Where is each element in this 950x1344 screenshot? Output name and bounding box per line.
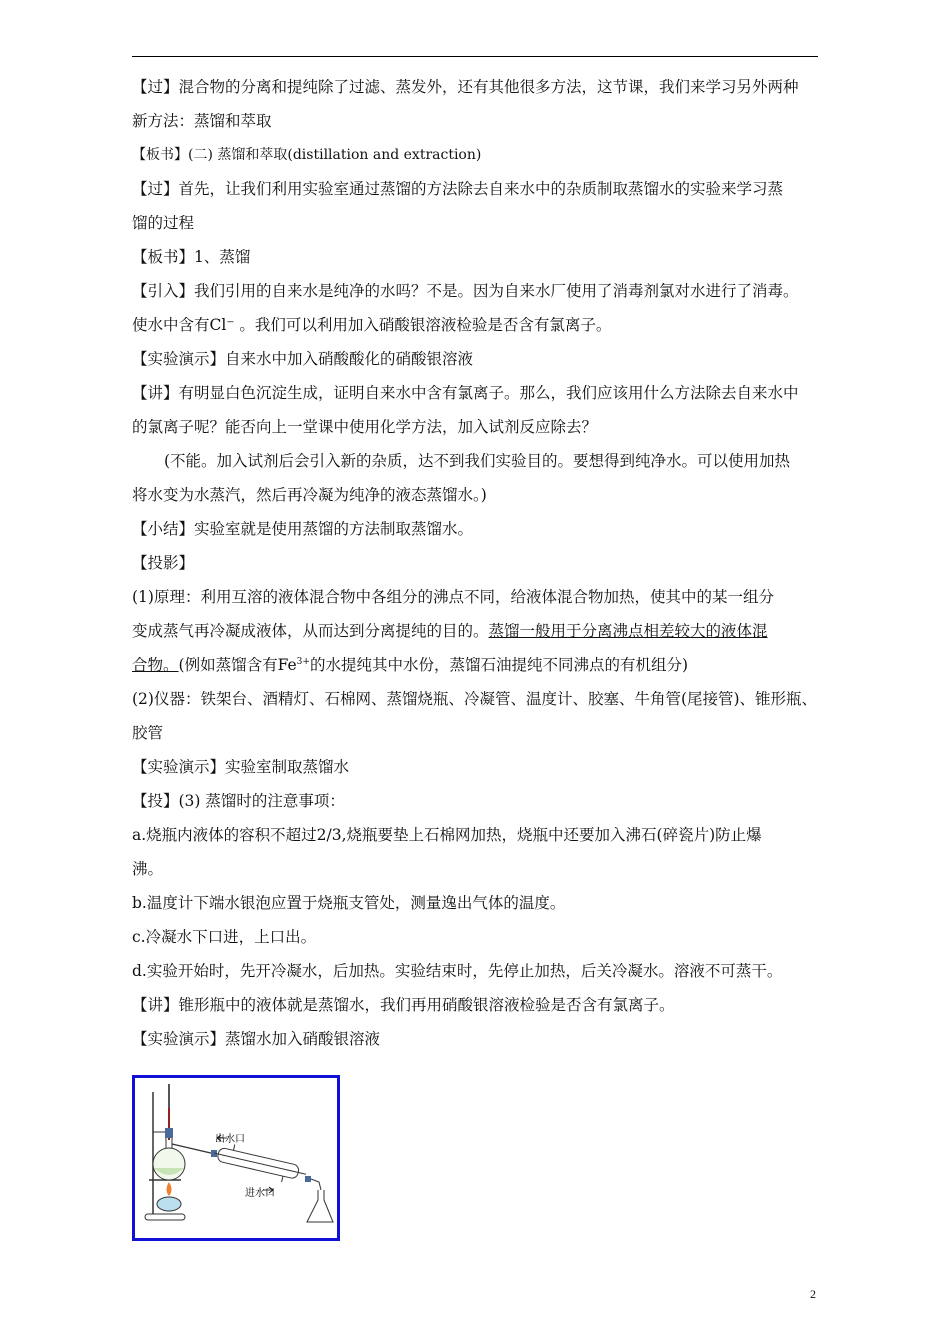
paragraph-line: a.烧瓶内液体的容积不超过2/3,烧瓶要垫上石棉网加热，烧瓶中还要加入沸石(碎瓷片)防止爆: [132, 826, 762, 844]
paragraph-text: 的水提纯其中水份，蒸馏石油提纯不同沸点的有机组分): [309, 656, 688, 674]
adapter: [311, 1179, 321, 1190]
paragraph-line: 【讲】有明显白色沉淀生成，证明自来水中含有氯离子。那么，我们应该用什么方法除去自来水中: [132, 384, 799, 402]
paragraph-line: 【板书】1、蒸馏: [132, 248, 251, 266]
paragraph-line: 胶管: [132, 724, 164, 742]
paragraph-line: d.实验开始时，先开冷凝水，后加热。实验结束时，先停止加热，后关冷凝水。溶液不可蒸干。: [132, 962, 783, 980]
adapter-connector: [305, 1176, 311, 1182]
paragraph-line: 【过】混合物的分离和提纯除了过滤、蒸发外，还有其他很多方法，这节课，我们来学习另外两种: [132, 78, 799, 96]
underlined-text: 合物。: [132, 656, 179, 674]
paragraph-line: (不能。加入试剂后会引入新的杂质，达不到我们实验目的。要想得到纯净水。可以使用加热: [164, 452, 791, 470]
paragraph-line: 【投影】: [132, 554, 195, 572]
water-outlet: [233, 1145, 234, 1151]
paragraph-line: 【实验演示】蒸馏水加入硝酸银溶液: [132, 1030, 381, 1048]
alcohol-lamp: [157, 1197, 181, 1211]
paragraph-text: 变成蒸气再冷凝成液体，从而达到分离提纯的目的。: [132, 622, 489, 640]
outlet-label: 出水口: [215, 1134, 245, 1145]
paragraph-line: 将水变为水蒸汽，然后再冷凝为纯净的液态蒸馏水。): [132, 486, 487, 504]
paragraph-line: (1)原理：利用互溶的液体混合物中各组分的沸点不同，给液体混合物加热，使其中的某一组分: [132, 588, 774, 606]
underlined-text: 蒸馏一般用于分离沸点相差较大的液体混: [488, 622, 768, 640]
distillation-apparatus-figure: [132, 1075, 340, 1241]
paragraph-line: 沸。: [132, 860, 164, 878]
paragraph-line: 【小结】实验室就是使用蒸馏的方法制取蒸馏水。: [132, 520, 474, 538]
superscript: 3+: [296, 657, 310, 667]
distillation-flask: [153, 1148, 185, 1180]
paragraph-line: b.温度计下端水银泡应置于烧瓶支管处，测量逸出气体的温度。: [132, 894, 566, 912]
header-rule: [132, 56, 818, 57]
water-inlet: [282, 1176, 283, 1182]
paragraph-line: [132, 614, 822, 648]
conical-flask: [307, 1190, 333, 1222]
paragraph-line: 使水中含有Cl⁻ 。我们可以利用加入硝酸银溶液检验是否含有氯离子。: [132, 316, 612, 334]
stopper: [165, 1128, 173, 1138]
paragraph-text: (例如蒸馏含有Fe: [178, 656, 297, 674]
paragraph-line: 【实验演示】实验室制取蒸馏水: [132, 758, 350, 776]
paragraph-line: 的氯离子呢？能否向上一堂课中使用化学方法，加入试剂反应除去？: [132, 418, 598, 436]
paragraph-line: 【引入】我们引用的自来水是纯净的水吗？不是。因为自来水厂使用了消毒剂氯对水进行了消毒。: [132, 282, 799, 300]
paragraph-line: 新方法：蒸馏和萃取: [132, 112, 272, 130]
paragraph-line: (2)仪器：铁架台、酒精灯、石棉网、蒸馏烧瓶、冷凝管、温度计、胶塞、牛角管(尾接管)、锥形瓶、: [132, 690, 818, 708]
paragraph-line: 【投】(3) 蒸馏时的注意事项：: [132, 792, 345, 810]
inlet-label: 进水口: [245, 1188, 275, 1199]
paragraph-line: 【实验演示】自来水中加入硝酸酸化的硝酸银溶液: [132, 350, 474, 368]
paragraph-line: 馏的过程: [132, 214, 195, 232]
document-body: [132, 70, 822, 1056]
paragraph-line: [132, 648, 822, 682]
paragraph-line: 【过】首先，让我们利用实验室通过蒸馏的方法除去自来水中的杂质制取蒸馏水的实验来学习蒸: [132, 180, 784, 198]
paragraph-line: 【讲】锥形瓶中的液体就是蒸馏水，我们再用硝酸银溶液检验是否含有氯离子。: [132, 996, 675, 1014]
stand-base: [145, 1214, 185, 1220]
distillation-diagram: [135, 1078, 337, 1238]
page-number: 2: [810, 1287, 816, 1301]
paragraph-line: 【板书】(二) 蒸馏和萃取(distillation and extraction): [132, 147, 482, 163]
flame: [167, 1182, 172, 1196]
paragraph-line: c.冷凝水下口进，上口出。: [132, 928, 317, 946]
